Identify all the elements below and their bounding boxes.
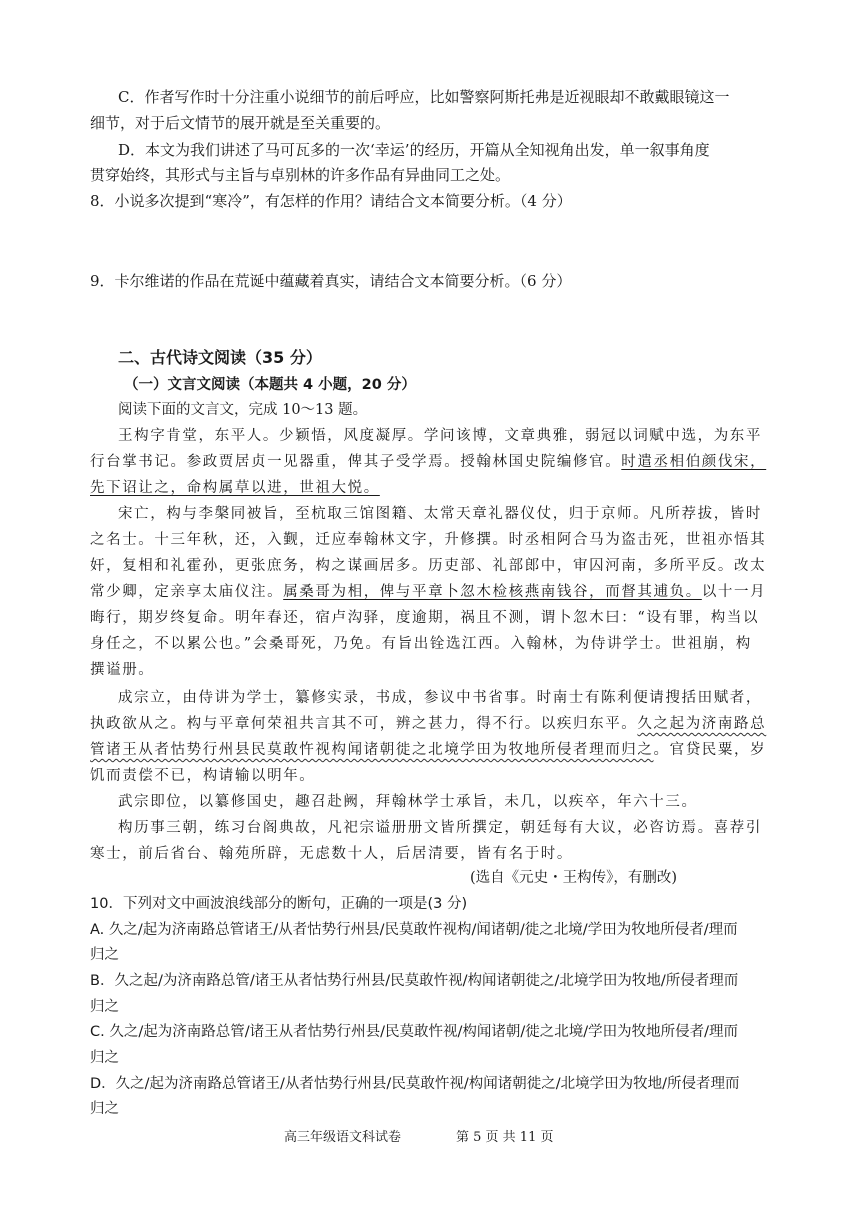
passage-p3-line-4: 饥而责偿不已，构请输以明年。 xyxy=(90,768,316,784)
option-c-line-2: 细节，对于后文情节的展开就是至关重要的。 xyxy=(90,114,391,132)
option-d-line-1: D．本文为我们讲述了马可瓦多的一次‘幸运’的经历，开篇从全知视角出发，单一叙事角度 xyxy=(118,141,710,159)
passage-p2-line-1: 宋亡，构与李槃同被旨，至杭取三馆图籍、太常天章礼器仪仗，归于京师。凡所荐拔，皆时 xyxy=(118,506,762,522)
underlined-sentence: 属桑哥为相，俾与平章卜忽木检核燕南钱谷，而督其逋负。 xyxy=(283,584,702,600)
passage-text: 。官贷民粟，岁 xyxy=(653,742,767,758)
wavy-underlined-sentence: 管诸王从者怙势行州县民莫敢忤视构闻诸朝徙之北境学田为牧地所侵者理而归之 xyxy=(90,742,654,758)
q10-option-d-line-2: 归之 xyxy=(90,1101,119,1117)
passage-p1-line-2 xyxy=(90,451,770,473)
footer-page-number: 第 5 页 共 11 页 xyxy=(456,1130,554,1145)
passage-p2-line-7: 撰谥册。 xyxy=(90,662,155,678)
passage-p5-line-2: 寒士，前后省台、翰苑所辟，无虑数十人，后居清要，皆有名于时。 xyxy=(90,846,573,862)
footer-exam-title: 高三年级语文科试卷 xyxy=(284,1130,402,1145)
passage-p2-line-5: 晦行，期岁终复命。明年春还，宿卢沟驿，度逾期，祸且不测，谓卜忽木曰：“设有罪，构当以 xyxy=(90,610,760,626)
passage-p4-line-1: 武宗即位，以纂修国史，趣召赴阙，拜翰林学士承旨，未几，以疾卒，年六十三。 xyxy=(118,794,698,810)
passage-p5-line-1: 构历事三朝，练习台阁典故，凡祀宗谥册册文皆所撰定，朝廷每有大议，必咨访焉。喜荐引 xyxy=(118,820,762,836)
passage-p2-line-2: 之名士。十三年秋，还，入觐，迁应奉翰林文字，升修撰。时丞相阿合马为盗击死，世祖亦悟其 xyxy=(90,532,767,548)
section-title: 二、古代诗文阅读（35 分） xyxy=(118,348,322,367)
passage-p2-line-4 xyxy=(90,581,770,603)
question-8: 8．小说多次提到“寒冷”，有怎样的作用？请结合文本简要分析。（4 分） xyxy=(90,192,572,210)
passage-p3-line-1: 成宗立，由侍讲为学士，纂修实录，书成，参议中书省事。时南士有陈利便请搜括田赋者， xyxy=(118,690,762,706)
option-c-line-1: C．作者写作时十分注重小说细节的前后呼应，比如警察阿斯托弗是近视眼却不敢戴眼镜这一 xyxy=(118,88,730,106)
q10-option-a-line-1: A. 久之/起为济南路总管诸王/从者怙势行州县/民莫敢忤视构/闻诸朝/徙之北境/学田为牧地所侵者/理而 xyxy=(90,922,738,938)
passage-text: 执政欲从之。构与平章何荣祖共言其不可，辨之甚力，得不行。以疾归东平。 xyxy=(90,716,638,732)
passage-p2-line-3: 奸，复相和礼霍孙，更张庶务，构之谋画居多。历吏部、礼部郎中，审囚河南，多所平反。改太 xyxy=(90,558,767,574)
question-9: 9．卡尔维诺的作品在荒诞中蕴藏着真实，请结合文本简要分析。（6 分） xyxy=(90,272,572,290)
q10-option-a-line-2: 归之 xyxy=(90,947,119,963)
question-10-stem: 10．下列对文中画波浪线部分的断句，正确的一项是(3 分) xyxy=(90,896,468,912)
instruction: 阅读下面的文言文，完成 10～13 题。 xyxy=(118,402,368,418)
passage-p2-line-6: 身任之，不以累公也。”会桑哥死，乃免。有旨出铨选江西。入翰林，为侍讲学士。世祖崩，构 xyxy=(90,636,752,652)
passage-p3-line-3 xyxy=(90,739,770,761)
underlined-sentence: 时遣丞相伯颜伐宋， xyxy=(621,454,767,470)
passage-text: 以十一月 xyxy=(701,584,767,600)
passage-p1-line-1: 王构字肯堂，东平人。少颖悟，风度凝厚。学问该博，文章典雅，弱冠以词赋中选，为东平 xyxy=(118,428,762,444)
q10-option-c-line-2: 归之 xyxy=(90,1050,119,1066)
wavy-underlined-sentence: 久之起为济南路总 xyxy=(637,716,767,732)
passage-text: 常少卿，定亲享太庙仪注。 xyxy=(90,584,284,600)
q10-option-c-line-1: C. 久之/起为济南路总管/诸王从者怙势行州县/民莫敢忤视/构闻诸朝/徙之北境/学田为牧地所侵者/理而 xyxy=(90,1024,739,1040)
subsection-title: （一）文言文阅读（本题共 4 小题，20 分） xyxy=(124,377,416,393)
passage-source: (选自《元史・王构传》，有删改) xyxy=(470,870,678,886)
option-d-line-2: 贯穿始终，其形式与主旨与卓别林的许多作品有异曲同工之处。 xyxy=(90,166,511,184)
underlined-sentence: 先下诏让之，命构属草以进，世祖大悦。 xyxy=(90,480,380,496)
q10-option-b-line-1: B．久之起/为济南路总管/诸王从者怙势行州县/民莫敢忤视/构闻诸朝徙之/北境学田为牧地/所侵者理而 xyxy=(90,973,739,989)
passage-p1-line-3 xyxy=(90,477,770,499)
q10-option-b-line-2: 归之 xyxy=(90,999,119,1015)
passage-p3-line-2 xyxy=(90,713,770,735)
q10-option-d-line-1: D．久之/起为济南路总管诸王/从者怙势行州县/民莫敢忤视/构闻诸朝徙之/北境学田为牧地/所侵者理而 xyxy=(90,1076,740,1092)
passage-text: 行台掌书记。参政贾居贞一见器重，俾其子受学焉。授翰林国史院编修官。 xyxy=(90,454,622,470)
